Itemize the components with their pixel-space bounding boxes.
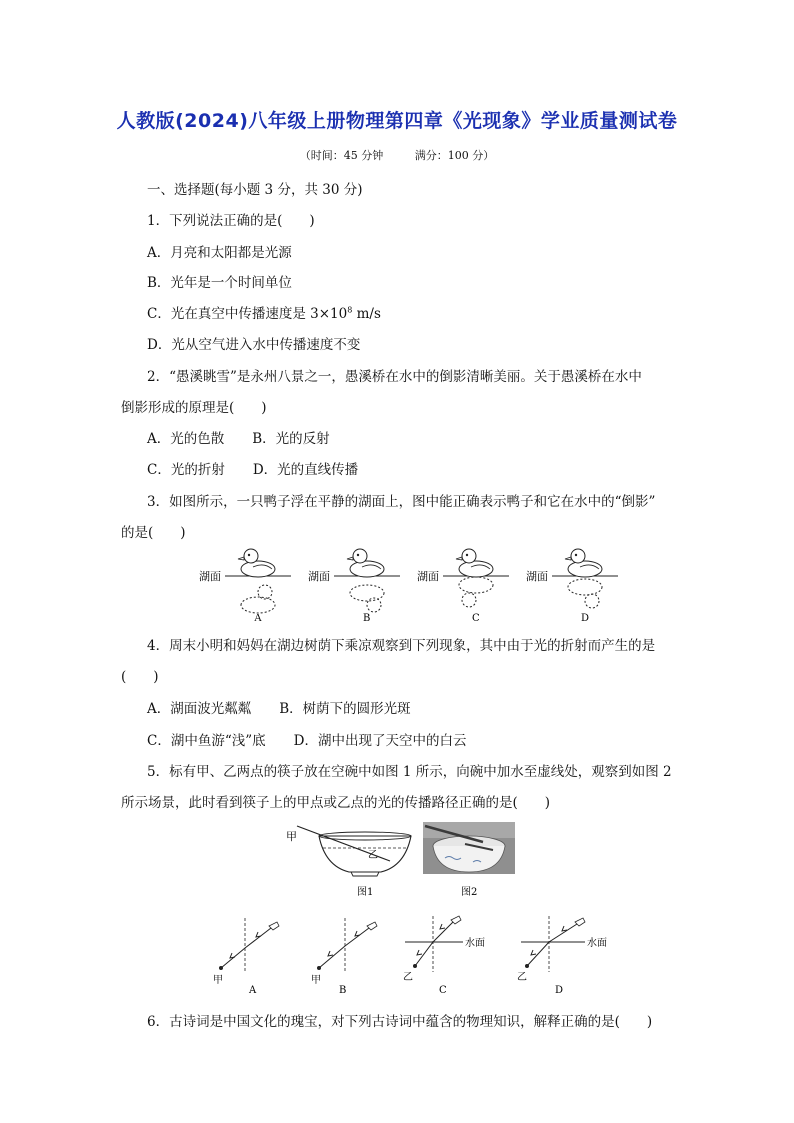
q1-option-a: A．月亮和太阳都是光源 (147, 245, 292, 261)
exam-info (0, 147, 794, 163)
q5-fig1-yi-label: 乙 (368, 850, 378, 861)
q1-option-d: D．光从空气进入水中传播速度不变 (147, 337, 361, 353)
q5-option-d-diagram (517, 916, 607, 996)
q2-stem-line1: 2．“愚溪眺雪”是永州八景之一，愚溪桥在水中的倒影清晰美丽。关于愚溪桥在水中 (147, 369, 642, 385)
q4-options-cd (147, 729, 466, 749)
q3-label-b: B (363, 613, 371, 624)
q4-option-b: B．树荫下的圆形光斑 (279, 701, 411, 717)
q1-option-b: B．光年是一个时间单位 (147, 275, 292, 291)
q3-label-c: C (472, 613, 480, 624)
q4-stem-line1: 4．周末小明和妈妈在湖边树荫下乘凉观察到下列现象，其中由于光的折射而产生的是 (147, 638, 656, 654)
q3-option-d-figure (526, 549, 618, 624)
q3-label-d: D (581, 613, 590, 624)
q4-option-c: C．湖中鱼游“浅”底 (147, 733, 266, 749)
q1-option-c (147, 302, 381, 322)
q5-fig1-caption: 图1 (357, 887, 374, 898)
section-heading: 一、选择题(每小题 3 分，共 30 分) (147, 182, 363, 198)
q5-stem-line1: 5．标有甲、乙两点的筷子放在空碗中如图 1 所示，向碗中加水至虚线处，观察到如图 2 (147, 764, 672, 780)
q3-duck-figure (195, 545, 635, 625)
q5-b-jia-label: 甲 (311, 975, 321, 986)
q3-option-b-figure (308, 549, 400, 624)
q5-d-water-label: 水面 (587, 938, 607, 949)
q5-label-c: C (439, 985, 447, 996)
q3-lake-label-a: 湖面 (199, 570, 221, 583)
q5-d-yi-label: 乙 (517, 972, 527, 983)
q2-option-c: C．光的折射 (147, 462, 225, 478)
q1-option-c-text: C．光在真空中传播速度是 3×10 (147, 306, 348, 322)
q3-stem-line2: 的是( ) (121, 525, 186, 541)
q1-option-c-unit: m/s (352, 306, 381, 322)
q5-options-figure (205, 910, 625, 1000)
q3-option-a-figure (199, 549, 291, 624)
q5-option-c-diagram (403, 916, 485, 996)
q5-label-b: B (339, 985, 347, 996)
q5-fig1-jia-label: 甲 (286, 830, 297, 843)
q2-option-d: D．光的直线传播 (252, 462, 359, 478)
q3-label-a: A (254, 612, 262, 624)
q5-c-water-label: 水面 (465, 938, 485, 949)
q5-label-d: D (555, 985, 564, 996)
q2-stem-line2: 倒影形成的原理是( ) (121, 400, 267, 416)
q5-option-a-diagram (213, 918, 279, 996)
exam-score: 满分：100 分） (414, 149, 495, 162)
q4-option-d: D．湖中出现了天空中的白云 (293, 733, 467, 749)
q1-stem: 1．下列说法正确的是( ) (147, 213, 315, 229)
exam-time: （时间：45 分钟 (299, 149, 384, 162)
q6-stem: 6．古诗词是中国文化的瑰宝，对下列古诗词中蕴含的物理知识，解释正确的是( ) (147, 1014, 653, 1030)
q5-c-yi-label: 乙 (403, 972, 413, 983)
q5-bowl-figures (275, 818, 525, 900)
q3-lake-label-b: 湖面 (308, 570, 330, 583)
q3-stem-line1: 3．如图所示，一只鸭子浮在平静的湖面上，图中能正确表示鸭子和它在水中的“倒影” (147, 494, 656, 510)
q5-option-b-diagram (311, 918, 377, 996)
page-title: 人教版(2024)八年级上册物理第四章《光现象》学业质量测试卷 (116, 110, 678, 132)
q2-option-b: B．光的反射 (252, 431, 330, 447)
q2-options-cd (147, 458, 358, 478)
q3-option-c-figure (417, 549, 509, 624)
q3-lake-label-d: 湖面 (526, 570, 548, 583)
q5-stem-line2: 所示场景，此时看到筷子上的甲点或乙点的光的传播路径正确的是( ) (121, 795, 551, 811)
q4-option-a: A．湖面波光粼粼 (147, 701, 252, 717)
q1-option-c-exponent: 8 (347, 305, 353, 315)
q5-figure-1 (286, 826, 411, 898)
q5-label-a: A (249, 985, 257, 996)
q5-fig2-caption: 图2 (461, 887, 478, 898)
q2-options-ab (147, 427, 330, 447)
q4-options-ab (147, 697, 411, 717)
q4-stem-line2: ( ) (121, 669, 159, 685)
q5-a-jia-label: 甲 (213, 975, 223, 986)
q2-option-a: A．光的色散 (147, 431, 225, 447)
q5-figure-2-photo (423, 822, 515, 898)
q3-lake-label-c: 湖面 (417, 570, 439, 583)
